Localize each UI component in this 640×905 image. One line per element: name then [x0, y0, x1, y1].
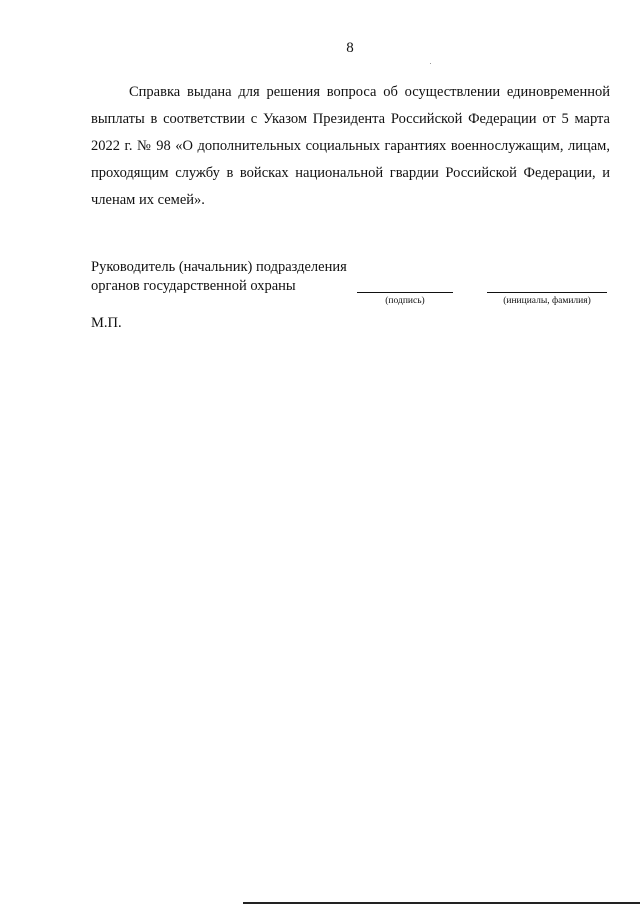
signer-title: [91, 258, 347, 296]
scan-edge-line: [243, 902, 640, 904]
initials-line: [487, 292, 607, 293]
signature-line: [357, 292, 453, 293]
signature-caption: (подпись): [385, 296, 425, 306]
scan-speck: [430, 63, 431, 64]
initials-caption: (инициалы, фамилия): [503, 296, 591, 306]
signer-title-line-2: органов государственной охраны: [91, 278, 296, 294]
certificate-paragraph: Справка выдана для решения вопроса об осуществлении единовременной выплаты в соответствии с Указом Президента Российской Федерации от 5 марта 2022 г. № 98 «О дополнительных социальных гарантиях военнослужащим, лицам, проходящим службу в войсках национальной гвардии Российской Федерации, и членам их семей».: [91, 84, 610, 208]
seal-placeholder: М.П.: [91, 315, 122, 331]
page-number: 8: [346, 40, 354, 56]
signer-title-line-1: Руководитель (начальник) подразделения: [91, 259, 347, 275]
